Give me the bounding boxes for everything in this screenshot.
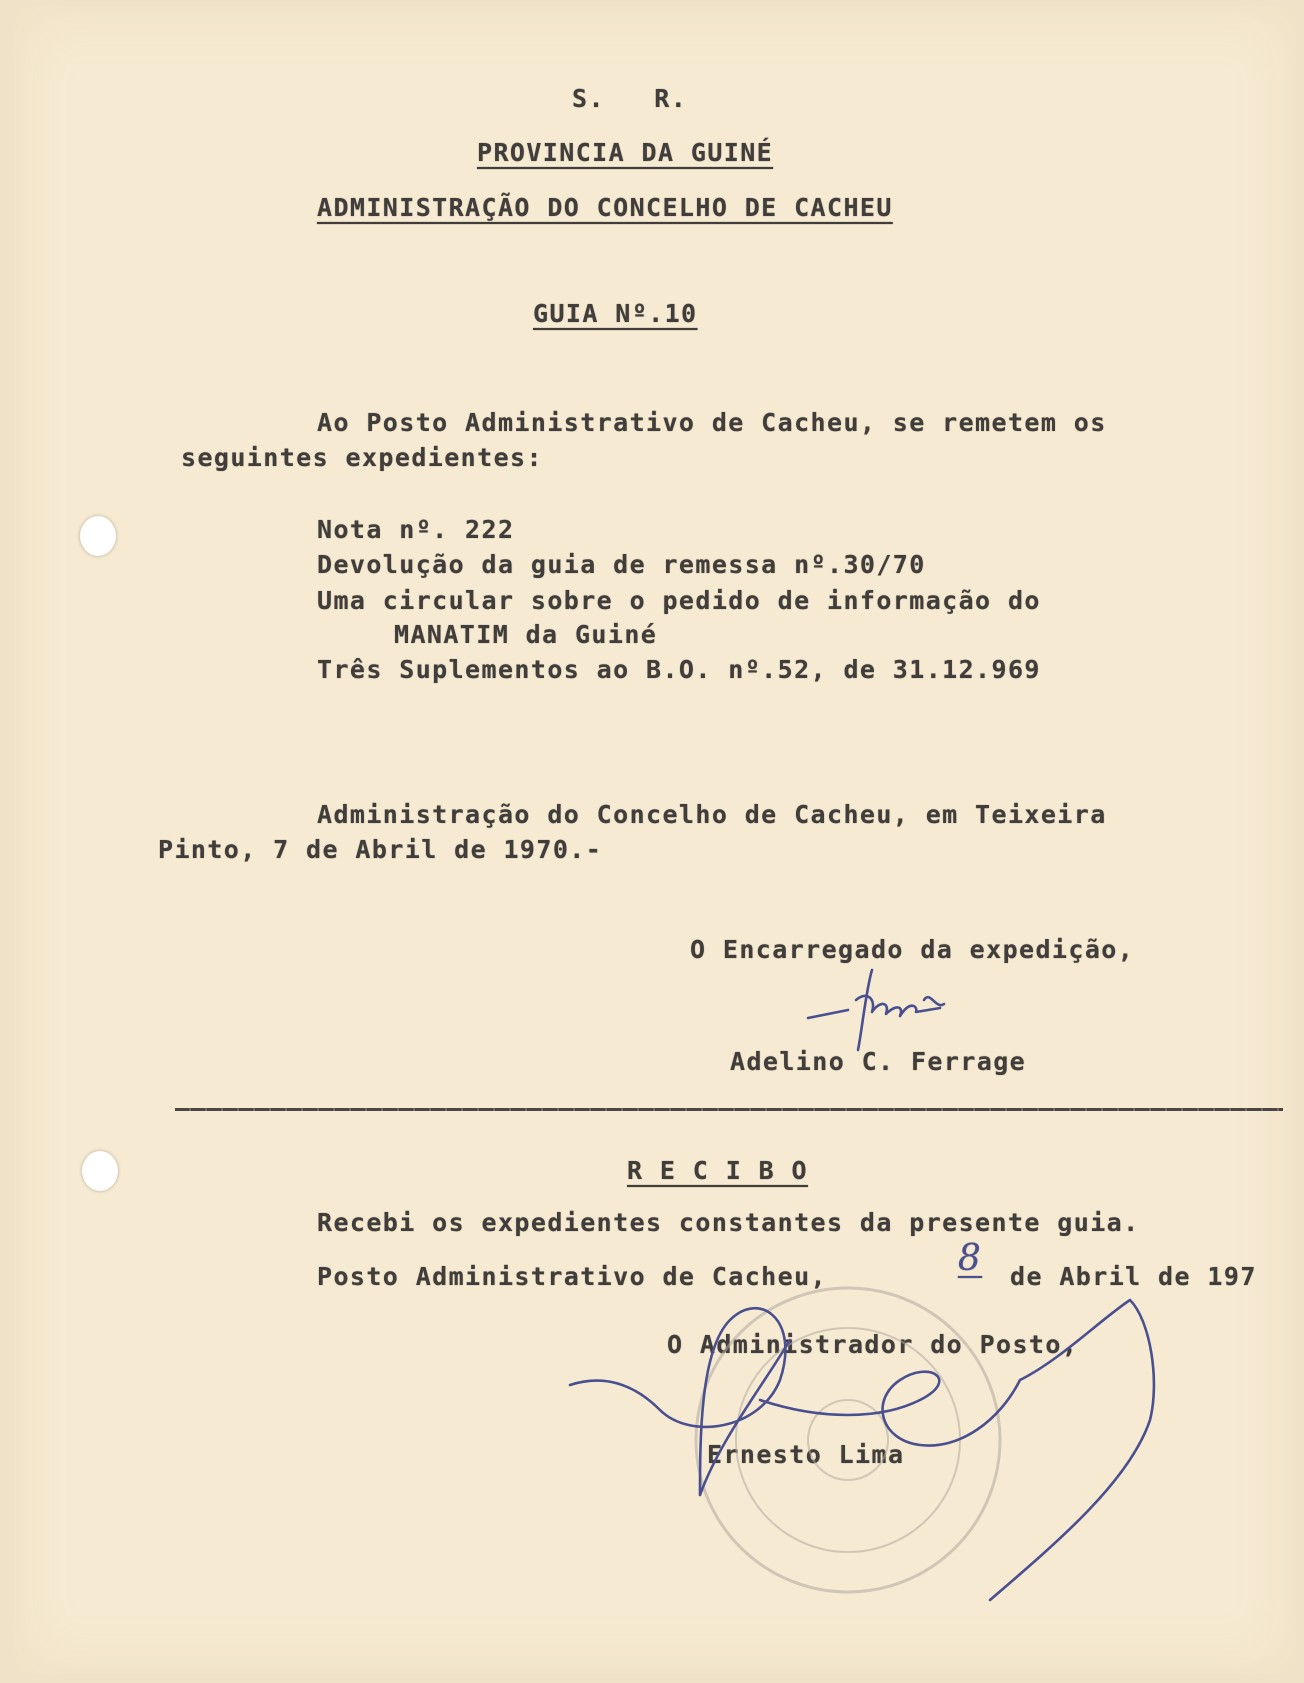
receiver-role: O Administrador do Posto, [667, 1330, 1079, 1359]
intro-line-1: Ao Posto Administrativo de Cacheu, se remetem os [317, 408, 1107, 437]
sender-name: Adelino C. Ferrage [730, 1047, 1027, 1076]
divider-line [175, 1108, 1283, 1111]
list-item: Uma circular sobre o pedido de informação do [317, 586, 1041, 615]
list-item: Devolução da guia de remessa nº.30/70 [317, 550, 926, 579]
receipt-line-1: Recebi os expedientes constantes da presente guia. [317, 1208, 1140, 1237]
intro-line-2: seguintes expedientes: [181, 443, 543, 472]
place-line-1: Administração do Concelho de Cacheu, em Teixeira [317, 800, 1107, 829]
guide-number: GUIA Nº.10 [533, 299, 698, 328]
administration-heading: ADMINISTRAÇÃO DO CONCELHO DE CACHEU [317, 193, 893, 222]
punch-hole-bottom [82, 1151, 118, 1191]
sender-role: O Encarregado da expedição, [690, 935, 1135, 964]
punch-hole-top [80, 516, 116, 556]
list-item: Nota nº. 222 [317, 515, 515, 544]
receipt-title: R E C I B O [627, 1156, 808, 1185]
receiver-name: Ernesto Lima [707, 1440, 905, 1469]
header-sr: S. R. [572, 84, 688, 113]
receipt-day-handwritten: 8 [957, 1238, 983, 1279]
province-heading: PROVINCIA DA GUINÉ [477, 138, 774, 167]
receipt-line-2-prefix: Posto Administrativo de Cacheu, [317, 1262, 827, 1291]
receipt-line-2-suffix: de Abril de 197 [1010, 1262, 1257, 1291]
list-item: Três Suplementos ao B.O. nº.52, de 31.12.969 [317, 655, 1041, 684]
place-line-2: Pinto, 7 de Abril de 1970.- [158, 835, 603, 864]
list-item: MANATIM da Guiné [394, 620, 658, 649]
